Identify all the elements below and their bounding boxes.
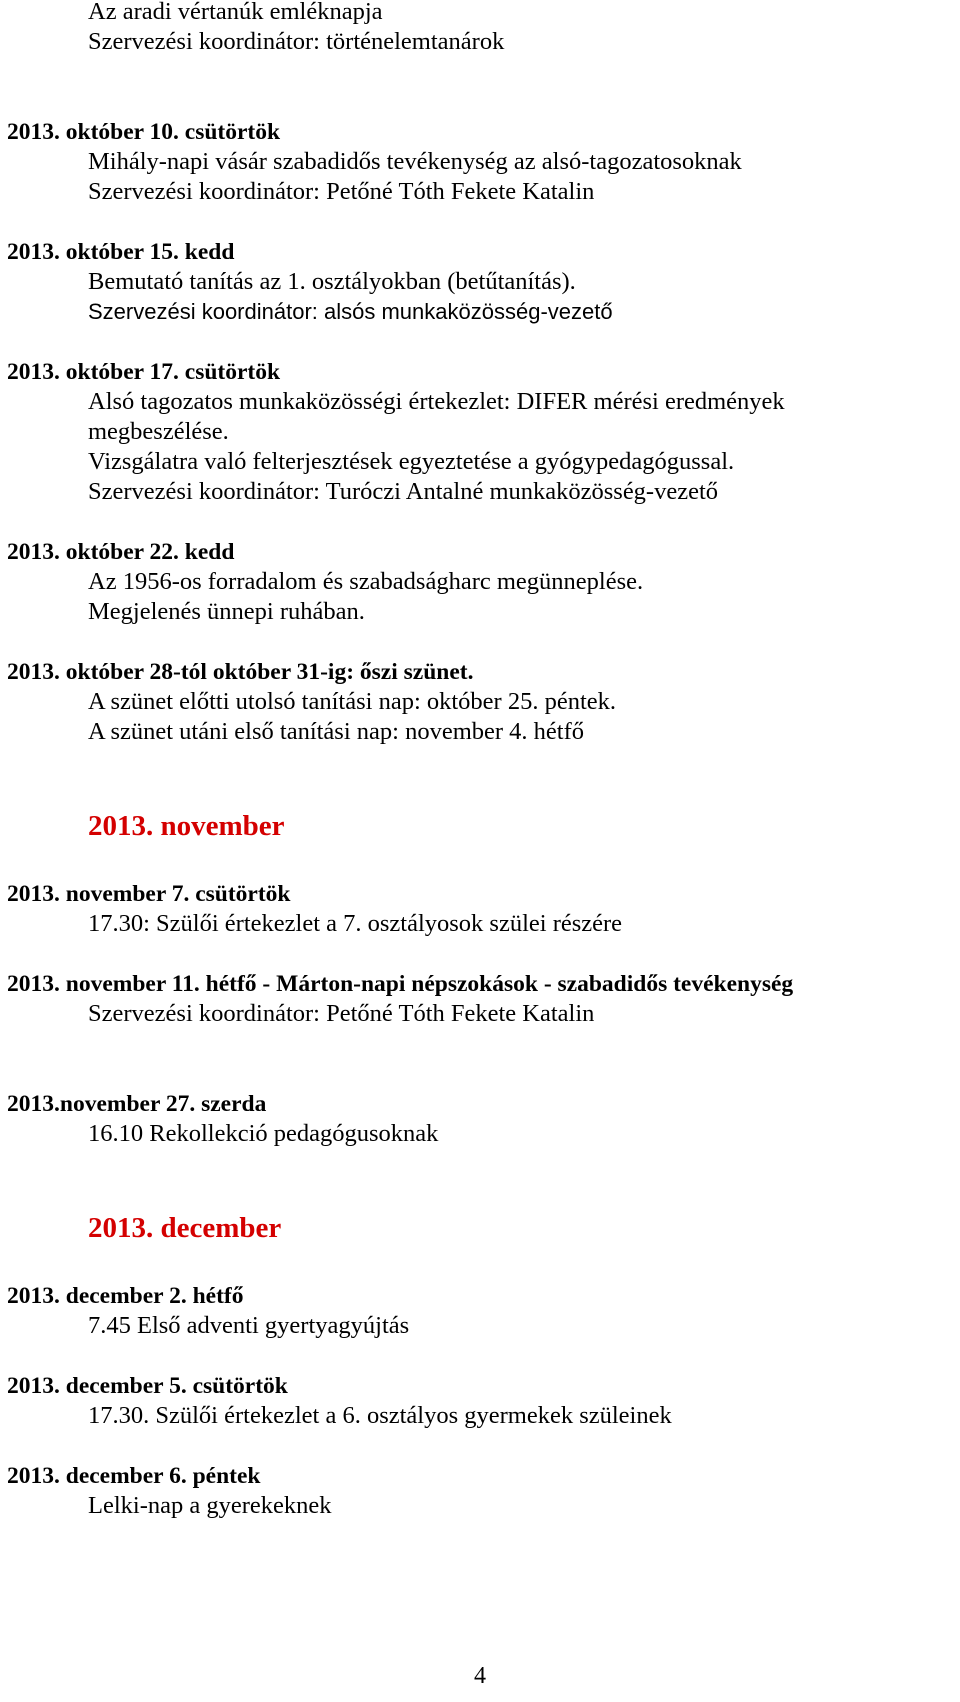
event-coordinator: Szervezési koordinátor: történelemtanárok — [88, 28, 505, 55]
event-date: 2013. október 22. kedd — [7, 539, 235, 565]
page-number: 4 — [474, 1663, 486, 1689]
event-coordinator: Szervezési koordinátor: alsós munkaközösség-vezető — [88, 299, 613, 324]
event-description: Mihály-napi vásár szabadidős tevékenység az alsó-tagozatosoknak — [88, 148, 742, 175]
month-heading: 2013. november — [88, 810, 285, 842]
event-description: Lelki-nap a gyerekeknek — [88, 1492, 332, 1519]
event-date: 2013. október 17. csütörtök — [7, 359, 281, 385]
event-description: megbeszélése. — [88, 418, 229, 445]
event-description: 7.45 Első adventi gyertyagyújtás — [88, 1312, 410, 1339]
event-coordinator: Szervezési koordinátor: Turóczi Antalné munkaközösség-vezető — [88, 478, 719, 505]
event-description: 16.10 Rekollekció pedagógusoknak — [88, 1120, 439, 1147]
event-description: Az 1956-os forradalom és szabadságharc megünneplése. — [88, 568, 644, 595]
event-description: 17.30: Szülői értekezlet a 7. osztályosok szülei részére — [88, 910, 623, 937]
event-date: 2013. október 10. csütörtök — [7, 119, 281, 145]
event-description: Megjelenés ünnepi ruhában. — [88, 598, 365, 625]
event-date: 2013. november 7. csütörtök — [7, 881, 291, 907]
event-description: Vizsgálatra való felterjesztések egyeztetése a gyógypedagógussal. — [88, 448, 735, 475]
event-date: 2013. december 5. csütörtök — [7, 1373, 288, 1399]
event-date: 2013. október 15. kedd — [7, 239, 235, 265]
event-date: 2013. december 6. péntek — [7, 1463, 261, 1489]
event-coordinator: Szervezési koordinátor: Petőné Tóth Fekete Katalin — [88, 178, 595, 205]
event-description: A szünet utáni első tanítási nap: november 4. hétfő — [88, 718, 585, 745]
event-description: Alsó tagozatos munkaközösségi értekezlet: DIFER mérési eredmények — [88, 388, 785, 415]
month-heading: 2013. december — [88, 1212, 282, 1244]
event-date: 2013. november 11. hétfő - Márton-napi népszokások - szabadidős tevékenység — [7, 971, 794, 997]
event-date: 2013.november 27. szerda — [7, 1091, 267, 1117]
event-description: A szünet előtti utolsó tanítási nap: október 25. péntek. — [88, 688, 617, 715]
event-description: Bemutató tanítás az 1. osztályokban (betűtanítás). — [88, 268, 576, 295]
event-date: 2013. december 2. hétfő — [7, 1283, 244, 1309]
event-description: Az aradi vértanúk emléknapja — [88, 0, 383, 25]
event-date: 2013. október 28-tól október 31-ig: őszi szünet. — [7, 659, 474, 685]
event-coordinator: Szervezési koordinátor: Petőné Tóth Fekete Katalin — [88, 1000, 595, 1027]
event-description: 17.30. Szülői értekezlet a 6. osztályos gyermekek szüleinek — [88, 1402, 672, 1429]
